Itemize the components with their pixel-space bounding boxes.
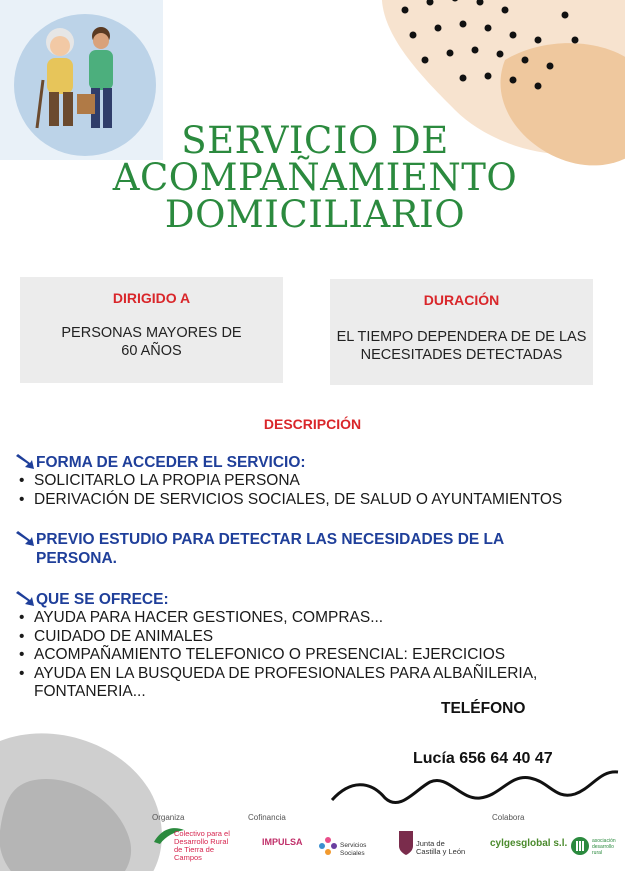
logo-colectivo [150, 826, 230, 866]
title-line-1: SERVICIO DE [181, 119, 449, 162]
section-estudio [14, 530, 614, 568]
dirigido-heading: DIRIGIDO A [112, 290, 191, 306]
section-list [14, 472, 614, 509]
servicios-sociales-icon [318, 836, 338, 856]
list-item: • SOLICITARLO LA PROPIA PERSONA [14, 472, 614, 491]
telefono-number: Lucía 656 64 40 47 [413, 750, 553, 767]
section-oferta [14, 590, 614, 702]
section-heading: FORMA DE ACCEDER EL SERVICIO: [36, 454, 306, 471]
list-item: • CUIDADO DE ANIMALES [14, 628, 594, 647]
logo-junta-text: Junta de Castilla y León [416, 839, 466, 856]
telefono-label: TELÉFONO [441, 700, 526, 717]
logo-junta [398, 828, 468, 866]
logo-cylges: cylgesglobal s.l. [490, 838, 568, 849]
section-acceso [14, 453, 614, 509]
decorative-wave [330, 760, 620, 810]
duracion-text: EL TIEMPO DEPENDERA DE DE LAS NECESITADES DETECTADAS [336, 329, 587, 363]
page-title [80, 119, 550, 236]
elderly-person-icon [25, 20, 145, 135]
cofinancia-label: Cofinancia [248, 813, 286, 822]
list-item: • ACOMPAÑAMIENTO TELEFONICO O PRESENCIAL: EJERCICIOS [14, 646, 594, 665]
arrow-icon [14, 591, 36, 607]
logo-asociacion [570, 836, 620, 862]
logo-asociacion-text: asociación desarrollo rural [592, 838, 616, 856]
logo-servicios-sociales [318, 836, 388, 860]
section-heading: PREVIO ESTUDIO PARA DETECTAR LAS NECESIDADES DE LA PERSONA. [36, 531, 504, 567]
list-item: • DERIVACIÓN DE SERVICIOS SOCIALES, DE SALUD O AYUNTAMIENTOS [14, 491, 614, 510]
title-line-2: ACOMPAÑAMIENTO [112, 156, 518, 199]
dirigido-box [20, 277, 283, 383]
colabora-label: Colabora [492, 813, 525, 822]
arrow-icon [14, 531, 36, 547]
logo-impulsa: IMPULSA [262, 837, 303, 847]
duracion-heading: DURACIÓN [423, 292, 500, 308]
logo-servicios-text: Servicios Sociales [340, 842, 367, 857]
arrow-icon [14, 454, 36, 470]
section-list [14, 609, 594, 702]
asociacion-logo-icon [570, 836, 590, 856]
descripcion-heading: DESCRIPCIÓN [263, 416, 362, 432]
organiza-label: Organiza [152, 813, 185, 822]
list-item: • AYUDA EN LA BUSQUEDA DE PROFESIONALES PARA ALBAÑILERIA, FONTANERIA... [14, 665, 594, 702]
duracion-box [330, 279, 593, 385]
title-line-3: DOMICILIARIO [164, 193, 466, 236]
list-item: • AYUDA PARA HACER GESTIONES, COMPRAS... [14, 609, 594, 628]
logo-colectivo-text: Colectivo para el Desarrollo Rural de Tierra de Campos [174, 829, 230, 862]
junta-shield-icon [398, 830, 414, 856]
dirigido-text: PERSONAS MAYORES DE 60 AÑOS [61, 325, 242, 359]
section-heading: QUE SE OFRECE: [36, 591, 169, 608]
